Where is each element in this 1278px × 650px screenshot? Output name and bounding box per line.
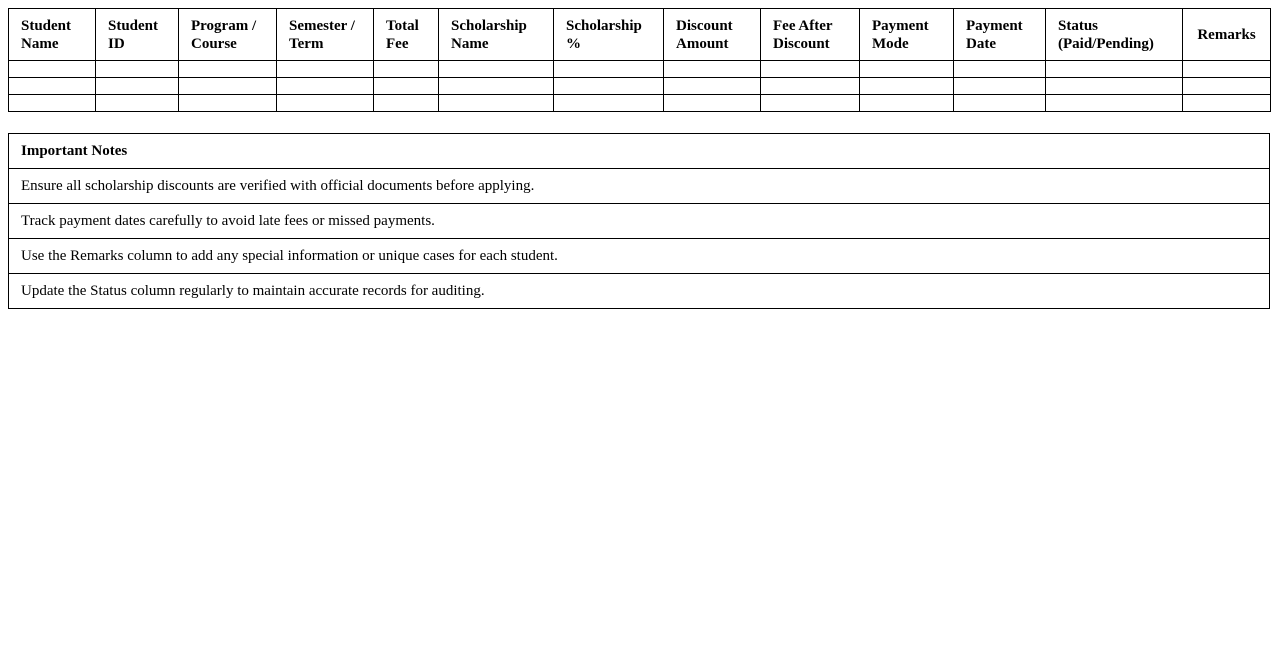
- column-header-student-name: Student Name: [9, 9, 96, 61]
- table-cell[interactable]: [554, 95, 664, 112]
- table-cell[interactable]: [860, 95, 954, 112]
- column-header-scholarship-name: Scholarship Name: [439, 9, 554, 61]
- table-cell[interactable]: [860, 78, 954, 95]
- note-item: Ensure all scholarship discounts are verified with official documents before applying.: [9, 169, 1270, 204]
- table-cell[interactable]: [374, 61, 439, 78]
- table-row: [9, 78, 1271, 95]
- column-header-student-id: Student ID: [96, 9, 179, 61]
- table-cell[interactable]: [664, 61, 761, 78]
- table-cell[interactable]: [439, 61, 554, 78]
- note-item: Use the Remarks column to add any special information or unique cases for each student.: [9, 239, 1270, 274]
- table-cell[interactable]: [761, 95, 860, 112]
- column-header-payment-mode: Payment Mode: [860, 9, 954, 61]
- table-cell[interactable]: [664, 95, 761, 112]
- column-header-fee-after-discount: Fee After Discount: [761, 9, 860, 61]
- table-cell[interactable]: [1183, 95, 1271, 112]
- table-cell[interactable]: [96, 61, 179, 78]
- table-cell[interactable]: [554, 78, 664, 95]
- table-cell[interactable]: [277, 61, 374, 78]
- table-cell[interactable]: [1046, 78, 1183, 95]
- table-cell[interactable]: [9, 78, 96, 95]
- table-cell[interactable]: [1046, 95, 1183, 112]
- table-cell[interactable]: [96, 78, 179, 95]
- table-cell[interactable]: [277, 78, 374, 95]
- table-cell[interactable]: [954, 61, 1046, 78]
- note-row: [9, 169, 1270, 204]
- table-cell[interactable]: [374, 95, 439, 112]
- column-header-payment-date: Payment Date: [954, 9, 1046, 61]
- table-cell[interactable]: [761, 61, 860, 78]
- notes-heading-row: [9, 134, 1270, 169]
- table-cell[interactable]: [9, 95, 96, 112]
- table-cell[interactable]: [277, 95, 374, 112]
- table-cell[interactable]: [954, 78, 1046, 95]
- table-header-row: [9, 9, 1271, 61]
- table-cell[interactable]: [664, 78, 761, 95]
- table-cell[interactable]: [1046, 61, 1183, 78]
- table-cell[interactable]: [554, 61, 664, 78]
- student-fee-table: [8, 8, 1271, 112]
- column-header-remarks: Remarks: [1183, 9, 1271, 61]
- table-cell[interactable]: [179, 61, 277, 78]
- table-cell[interactable]: [179, 95, 277, 112]
- column-header-status: Status (Paid/Pending): [1046, 9, 1183, 61]
- note-row: [9, 239, 1270, 274]
- column-header-scholarship-percent: Scholarship %: [554, 9, 664, 61]
- table-cell[interactable]: [439, 78, 554, 95]
- note-item: Update the Status column regularly to maintain accurate records for auditing.: [9, 274, 1270, 309]
- table-cell[interactable]: [761, 78, 860, 95]
- table-cell[interactable]: [1183, 78, 1271, 95]
- table-cell[interactable]: [860, 61, 954, 78]
- table-cell[interactable]: [9, 61, 96, 78]
- table-cell[interactable]: [374, 78, 439, 95]
- column-header-program-course: Program / Course: [179, 9, 277, 61]
- column-header-total-fee: Total Fee: [374, 9, 439, 61]
- table-cell[interactable]: [96, 95, 179, 112]
- column-header-semester-term: Semester / Term: [277, 9, 374, 61]
- note-item: Track payment dates carefully to avoid late fees or missed payments.: [9, 204, 1270, 239]
- table-cell[interactable]: [439, 95, 554, 112]
- table-cell[interactable]: [954, 95, 1046, 112]
- note-row: [9, 274, 1270, 309]
- table-row: [9, 61, 1271, 78]
- column-header-discount-amount: Discount Amount: [664, 9, 761, 61]
- note-row: [9, 204, 1270, 239]
- notes-heading: Important Notes: [9, 134, 1270, 169]
- table-row: [9, 95, 1271, 112]
- table-cell[interactable]: [179, 78, 277, 95]
- table-cell[interactable]: [1183, 61, 1271, 78]
- important-notes-table: [8, 133, 1270, 309]
